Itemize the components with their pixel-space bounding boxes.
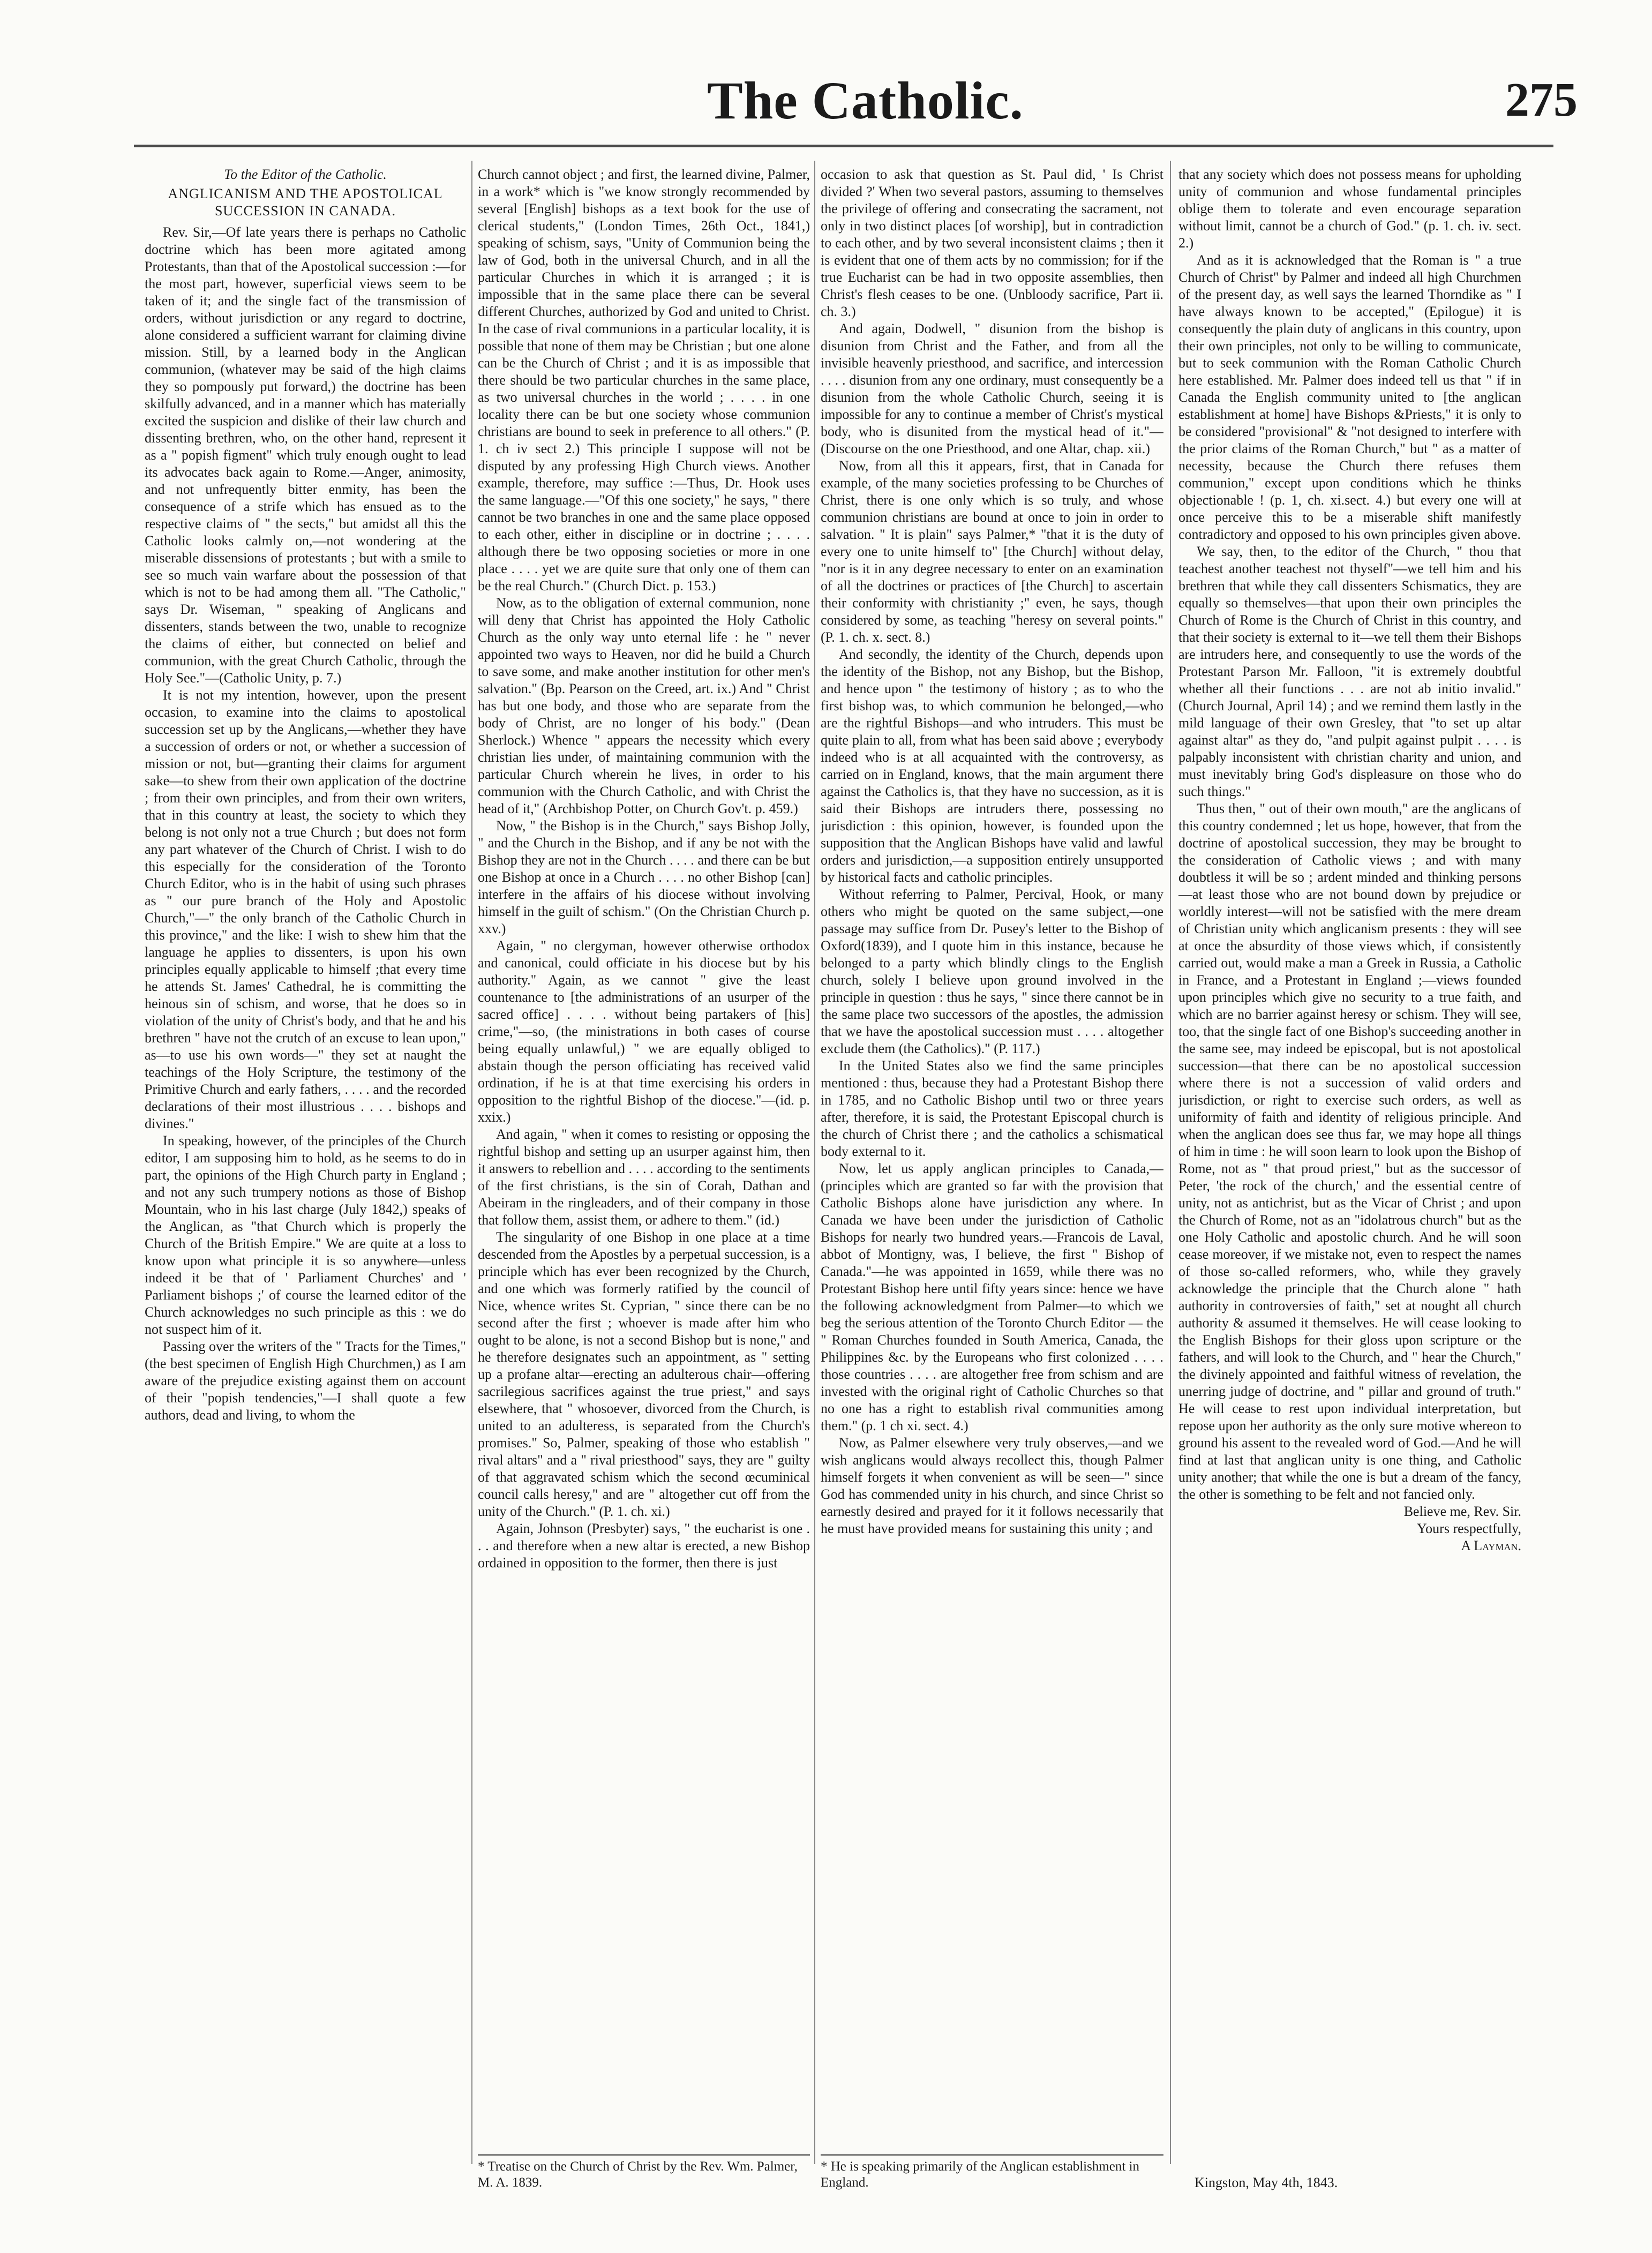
paragraph: Now, as Palmer elsewhere very truly observes,—and we wish anglicans would always recollect this, though Palmer himself forgets it when convenient as will be seen—" since God has commended unity in his church, and since Christ so earnestly desired and prayed for it it follows necessarily that he must have provided means for sustaining this unity ; and [821,1435,1163,1536]
paragraph: Now, from all this it appears, first, that in Canada for example, of the many societies professing to be Churches of Christ, there is one only which is so truly, and whose communion christians are bound at once to join in order to salvation. " It is plain" says Palmer,* "that it is the duty of every one to unite himself to" [the Church] without delay, "nor is it in any degree necessary to enter on an examination of all the doctrines or practices of [the Church] to ascertain their conformity with christianity ;" even, he says, though considered by some, as teaching "heresy on several points." (P. 1. ch. x. sect. 8.) [821,458,1163,645]
footnote: * Treatise on the Church of Christ by the Rev. Wm. Palmer, M. A. 1839. [478,2159,798,2190]
closing-line: Believe me, Rev. Sir. [1403,1504,1521,1519]
paragraph: Passing over the writers of the " Tracts for the Times," (the best specimen of English High Churchmen,) as I am aware of the prejudice existing against them on account of their "popish tendencies,"—I shall quote a few authors, dead and living, to whom the [145,1339,466,1423]
signature: A Layman. [1461,1538,1521,1553]
paragraph: In the United States also we find the same principles mentioned : thus, because they had a Protestant Bishop there in 1785, and no Catholic Bishop until two or three years after, therefore, it is said, the Protestant Episcopal church is the church of Christ there ; and the catholics a schismatical body external to it. [821,1058,1163,1159]
paragraph: Now, let us apply anglican principles to Canada,—(principles which are granted so far with the provision that Catholic Bishops alone have jurisdiction any where. In Canada we have been under the jurisdiction of Catholic Bishops for nearly two hundred years.—Francois de Laval, abbot of Montigny, was, I believe, the first " Bishop of Canada."—he was appointed in 1659, while there was no Protestant Bishop here until fifty years since: hence we have the following acknowledgment from Palmer—to which we beg the serious attention of the Toronto Church Editor — the " Roman Churches founded in South America, Canada, the Philippines &c. by the Europeans who first colonized . . . . those countries . . . . are altogether free from schism and are invested with the original right of Catholic Churches so that no one has a right to establish rival communities among them." (p. 1 ch xi. sect. 4.) [821,1161,1163,1433]
closing-line: Yours respectfully, [1417,1521,1521,1536]
paragraph: It is not my intention, however, upon the present occasion, to examine into the claims to apostolical succession set up by the Anglicans,—whether they have a succession of orders or not, or whether a succession of mission or not, but—granting their claims for argument sake—to shew from their own application of the doctrine ; from their own principles, and from their own writers, that in this country at least, the society to which they belong is not only not a true Church ; but does not form any part whatever of the Church of Christ. I wish to do this especially for the consideration of the Toronto Church Editor, who is in the habit of using such phrases as " our pure branch of the Holy and Apostolic Church,"—" the only branch of the Catholic Church in this province," and the like: I wish to shew him that the language he applies to dissenters, is upon his own principles equally applicable to himself ;that every time he attends St. James' Cathedral, he is committing the heinous sin of schism, and worse, that he does so in violation of the unity of Christ's body, and that he and his brethren " have not the crutch of an excuse to lean upon," as—to use his own words—" they set at naught the teachings of the Holy Scripture, the testimony of the Primitive Church and early fathers, . . . . and the recorded declarations of their most illustrious . . . . bishops and divines." [145,687,466,1131]
footnote: * He is speaking primarily of the Anglican establishment in England. [821,2159,1140,2190]
article-headline: ANGLICANISM AND THE APOSTOLICAL SUCCESSION IN CANADA. [168,186,443,219]
newspaper-title: The Catholic. [707,71,1024,130]
paragraph: We say, then, to the editor of the Church, " thou that teachest another teachest not thyself"—we tell him and his brethren that while they call dissenters Schismatics, they are equally so themselves—that upon their own principles the Church of Rome is the Church of Christ in this country, and that their society is external to it—we tell them their Bishops are intruders here, and consequently to use the words of the Protestant Parson Mr. Falloon, "it is extremely doubtful whether all their functions . . . are not ab initio invalid." (Church Journal, April 14) ; and we remind them lastly in the mild language of their own Gresley, that "to set up altar against altar" as they do, "and pulpit against pulpit . . . . is palpably inconsistent with christian charity and union, and must inevitably bring God's displeasure on those who do such things." [1178,544,1521,799]
footnote-rule [821,2154,1163,2156]
column-divider [814,161,815,2164]
paragraph: Now, as to the obligation of external communion, none will deny that Christ has appointed the Holy Catholic Church as the only way unto eternal life : he " never appointed two ways to Heaven, nor did he build a Church to save some, and make another institution for other men's salvation." (Bp. Pearson on the Creed, art. ix.) And " Christ has but one body, and those who are separate from the body of Christ, are no longer of his body." (Dean Sherlock.) Whence " appears the necessity which every christian lies under, of maintaining communion with the particular Church wherein he lives, in order to his communion with the Church Catholic, and with Christ the head of it," (Archbishop Potter, on Church Gov't. p. 459.) [478,595,810,816]
paragraph: And secondly, the identity of the Church, depends upon the identity of the Bishop, not any Bishop, but the Bishop, and hence upon " the testimony of history ; as to who the first bishop was, to which communion he belonged,—who are the rightful Bishops—and who intruders. This must be quite plain to all, from what has been said above ; everybody indeed who is at all acquainted with the controversy, as carried on in England, knows, that the main argument there against the Catholics is, that they have no succession, as it is said their Bishops are intruders there, possessing no jurisdiction : this opinion, however, is founded upon the supposition that the Anglican Bishops have valid and lawful orders and jurisdiction,—a supposition entirely unsupported by historical facts and catholic principles. [821,647,1163,885]
paragraph: The singularity of one Bishop in one place at a time descended from the Apostles by a perpetual succession, is a principle which has ever been recognized by the Church, and one which was formerly ratified by the council of Nice, whence writes St. Cyprian, " since there can be no second after the first ; whoever is made after him who ought to be alone, is not a second Bishop but is none," and he therefore designates such an appointment, as " setting up a profane altar—erecting an adulterous chair—offering sacrilegious sacrifices against the true priest," and says elsewhere, that " whosoever, divorced from the Church, is united to an adulteress, is separated from the Church's promises." So, Palmer, speaking of those who establish " rival altars" and a " rival priesthood" says, they are " guilty of that aggravated schism which the second œcuminical council calls heresy," and are " altogether cut off from the unity of the Church." (P. 1. ch. xi.) [478,1229,810,1519]
paragraph: occasion to ask that question as St. Paul did, ' Is Christ divided ?' When two several pastors, assuming to themselves the privilege of offering and consecrating the sacrament, not only in two distinct places [of worship], but in contradiction to each other, and by two several inconsistent claims ; then it is evident that one of them acts by no commission; for if the true Eucharist can be had in two opposite assemblies, then Christ's flesh ceases to be one. (Unbloody sacrifice, Part ii. ch. 3.) [821,167,1163,319]
paragraph: Again, Johnson (Presbyter) says, " the eucharist is one . . . and therefore when a new altar is erected, a new Bishop ordained in opposition to the former, then there is just [478,1521,810,1571]
column-divider [1170,161,1171,2164]
paragraph: Without referring to Palmer, Percival, Hook, or many others who might be quoted on the same subject,—one passage may suffice from Dr. Pusey's letter to the Bishop of Oxford(1839), and I quote him in this instance, because he belonged to a party which blindly clings to the English church, solely I believe upon ground involved in the principle in question : thus he says, " since there cannot be in the same place two successors of the apostles, the admission that we have the apostolical succession must . . . . altogether exclude them (the Catholics)." (P. 117.) [821,887,1163,1056]
paragraph: Church cannot object ; and first, the learned divine, Palmer, in a work* which is "we know strongly recommended by several [English] bishops as a text book for the use of clerical students," (London Times, 26th Oct., 1841,) speaking of schism, says, "Unity of Communion being the law of God, both in the universal Church, and in all the particular Churches in which it is arranged ; it is impossible that in the same place there can be several different Churches, authorized by God and united to Christ. In the case of rival communions in a particular locality, it is possible that none of them may be Christian ; but one alone can be the Church of Christ ; and it is as impossible that there should be two particular churches in the same place, as two universal churches in the world ; . . . . in one locality there can be but one society whose communion christians are bound to seek in preference to all others." (P. 1. ch iv sect 2.) This principle I suppose will not be disputed by any professing High Church views. Another example, therefore, may suffice :—Thus, Dr. Hook uses the same language.—"Of this one society," he says, " there cannot be two branches in one and the same place opposed to each other, either in discipline or in doctrine ; . . . . although there be two opposing societies or more in one place . . . . yet we are quite sure that only one of them can be the real Church." (Church Dict. p. 153.) [478,167,810,594]
paragraph: Thus then, " out of their own mouth," are the anglicans of this country condemned ; let us hope, however, that from the doctrine of apostolical succession, they may be brought to the consideration of Catholic views ; and with many doubtless it will be so ; ardent minded and thinking persons—at least those who are not bound down by prejudice or worldly interest—will not be satisfied with the mere dream of Christian unity which anglicanism presents : they will see at once the absurdity of those views which, if consistently carried out, would make a man a Greek in Russia, a Catholic in France, and a Protestant in England ;—views founded upon principles which give no security to a true faith, and which are no barrier against heresy or schism. They will see, too, that the single fact of one Bishop's succeeding another in the same see, may indeed be episcopal, but is not apostolical succession—that there can be no apostolical succession where there is not a succession of valid orders and jurisdiction, or right to exercise such orders, as well as uniformity of faith and identity of religious principle. And when the anglican does see thus far, we may hope all things of him in time : he will soon learn to look upon the Bishop of Rome, not as " that proud priest," but as the successor of Peter, 'the rock of the church,' and the essential centre of unity, not as antichrist, but as the Vicar of Christ ; and upon the Church of Rome, not as an "idolatrous church" but as the one Holy Catholic and apostolic church. And he will soon cease moreover, if we mistake not, even to respect the names of those so-called reformers, who, while they gravely acknowledge the principle that the Church alone " hath authority in controversies of faith," set at nought all church authority & assumed it themselves. He will cease looking to the English Bishops for their gloss upon scripture or the fathers, and will look to the Church, and " hear the Church," the divinely appointed and faithful witness of revelation, the unerring judge of doctrine, and " pillar and ground of truth." He will cease to rest upon individual interpretation, but repose upon her authority as the only sure motive whereon to ground his assent to the revealed word of God.—And he will find at last that anglican unity is one thing, and Catholic unity another; that while the one is but a dream of the fancy, the other is something to be felt and not fancied only. [1178,801,1521,1502]
article-column-4 [1178,166,1521,2148]
paragraph: And as it is acknowledged that the Roman is " a true Church of Christ" by Palmer and indeed all high Churchmen of the present day, as well says the learned Thorndike as " I have always known to be accepted," (Epilogue) it is consequently the plain duty of anglicans in this country, upon their own principles, not only to be willing to communicate, but to seek communion with the Roman Catholic Church here established. Mr. Palmer does indeed tell us that " if in Canada the English community united to [the anglican establishment at home] have Bishops &Priests," it is only to be considered "provisional" & "not designed to interfere with the prior claims of the Roman Church," but " as a matter of necessity, because the Church there refuses them communion," except upon conditions which he thinks objectionable ! (p. 1, ch. xi.sect. 4.) but every one will at once perceive this to be a miserable shift manifestly contradictory and opposed to his own principles given above. [1178,252,1521,542]
paragraph: Now, " the Bishop is in the Church," says Bishop Jolly, " and the Church in the Bishop, and if any be not with the Bishop they are not in the Church . . . . and there can be but one Bishop at once in a Church . . . . no other Bishop [can] interfere in the affairs of his diocese without involving himself in the guilt of schism." (On the Christian Church p. xxv.) [478,818,810,936]
paragraph: Rev. Sir,—Of late years there is perhaps no Catholic doctrine which has been more agitated among Protestants, than that of the Apostolical succession :—for the most part, however, superficial views seem to be taken of it; and the single fact of the transmission of orders, without jurisdiction or any regard to doctrine, alone considered a sufficient warrant for claiming divine mission. Still, by a learned body in the Anglican communion, (whatever may be said of the high claims they so pompously put forward,) the doctrine has been skilfully advanced, and in a manner which has materially excited the suspicion and dislike of their law church and dissenting brethren, who, on the other hand, represent it as a " popish figment" which truly enough ought to lead its advocates back again to Rome.—Anger, animosity, and not unfrequently bitter enmity, has been the consequence of a strife which has ensued as to the respective claims of " the sects," but amidst all this the Catholic looks calmly on,—not wondering at the miserable dissensions of protestants ; but with a smile to see so much vain warfare about the possession of that which is not to be had among them all. "The Catholic," says Dr. Wiseman, " speaking of Anglicans and dissenters, stands between the two, unable to recognize the claims of either, but connected on belief and communion, with the great Church Catholic, through the Holy See."—(Catholic Unity, p. 7.) [145,224,466,686]
masthead-rule [134,145,1553,147]
masthead [0,0,1652,161]
editor-address: To the Editor of the Catholic. [224,167,387,182]
article-column-3 [821,166,1163,2148]
dateline: Kingston, May 4th, 1843. [1195,2175,1338,2190]
paragraph: Again, " no clergyman, however otherwise orthodox and canonical, could officiate in his diocese but by his authority." Again, as we cannot " give the least countenance to [the administrations of an usurper of the sacred office] . . . . without being partakers of [his] crime,"—so, (the ministrations in both cases of course being equally unlawful,) " we are equally obliged to abstain though the person officiating has received valid ordination, if he is at that time exercising his orders in opposition to the rightful Bishop of the diocese."—(id. p. xxix.) [478,938,810,1125]
paragraph: In speaking, however, of the principles of the Church editor, I am supposing him to hold, as he seems to do in part, the opinions of the High Church party in England ; and not any such trumpery notions as those of Bishop Mountain, who in his last charge (July 1842,) speaks of the Anglican, as "that Church which is properly the Church of the British Empire." We are quite at a loss to know upon what principle it is so anywhere—unless indeed it be that of ' Parliament Churches' and ' Parliament bishops ;' of course the learned editor of the Church acknowledges no such principle as this : we do not suspect him of it. [145,1133,466,1337]
footnote-rule [478,2154,810,2156]
paragraph: And again, Dodwell, " disunion from the bishop is disunion from Christ and the Father, and from all the invisible heavenly priesthood, and sacrifice, and intercession . . . . disunion from any one ordinary, must consequently be a disunion from the whole Catholic Church, seeing it is impossible for any to continue a member of Christ's mystical body, who is disunited from the mystical head of it."—(Discourse on the one Priesthood, and one Altar, chap. xii.) [821,321,1163,456]
paragraph: that any society which does not possess means for upholding unity of communion and whose fundamental principles oblige them to tolerate and even encourage separation without limit, cannot be a church of God." (p. 1. ch. iv. sect. 2.) [1178,167,1521,251]
article-column-1 [145,166,466,2148]
paragraph: And again, " when it comes to resisting or opposing the rightful bishop and setting up an usurper against him, then it answers to rebellion and . . . . according to the sentiments of the first christians, is the sin of Corah, Dathan and Abeiram in the ringleaders, and of their company in those that follow them, assist them, or adhere to them." (id.) [478,1126,810,1228]
column-divider [471,161,472,2164]
article-column-2 [478,166,810,2148]
page-number: 275 [1505,73,1578,126]
